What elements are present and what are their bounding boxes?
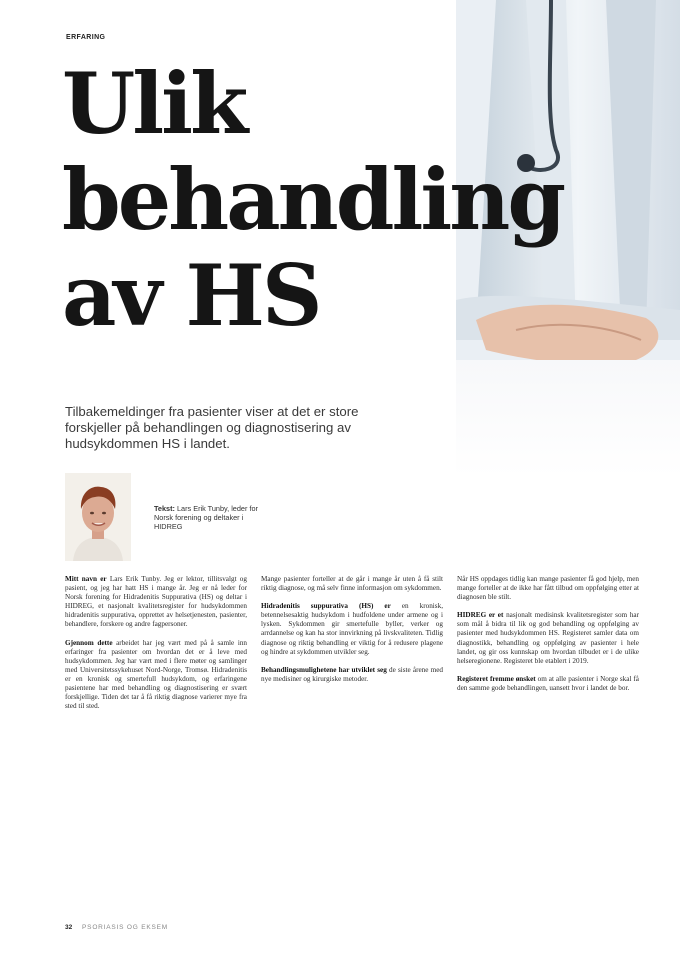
- byline: [154, 504, 264, 532]
- page-number: 32: [65, 924, 73, 931]
- article-body: [65, 575, 639, 895]
- author-portrait: [65, 473, 131, 561]
- paragraph-text: de siste årene med nye medisiner og kirurgiske metoder.: [261, 665, 444, 683]
- paragraph-text: Mange pasienter forteller at de går i mange år uten å få stilt riktig diagnose, og må selv finne informasjon om sykdommen.: [261, 575, 443, 593]
- section-label: ERFARING: [66, 34, 106, 41]
- body-column-1: [65, 575, 247, 720]
- headline-line-1: Ulik: [62, 54, 246, 153]
- author-face-image: [65, 473, 131, 561]
- byline-text: Lars Erik Tunby, leder for Norsk forening og deltaker i HIDREG: [154, 504, 258, 532]
- paragraph-text: en kronisk, betennelsesaktig hudsykdom i hudfoldene under armene og i lysken. Sykdommen gir smertefulle byller, verker og arrdannelse og kan ha stor innvirkning på livskvaliteten. Tidlig diagnose og riktig behandling er viktig for å redusere plagene og hindre at sykdommen utvikler seg.: [261, 602, 443, 656]
- paragraph: [261, 666, 443, 684]
- paragraph: [261, 602, 443, 657]
- paragraph-lead: Gjennom dette: [65, 638, 113, 647]
- magazine-name: PSORIASIS OG EKSEM: [82, 924, 168, 931]
- paragraph-lead: Registeret fremme ønsket: [457, 674, 536, 683]
- body-column-2: [261, 575, 443, 693]
- paragraph: [457, 575, 639, 602]
- paragraph-text: om at alle pasienter i Norge skal få den samme gode behandlingen, uansett hvor i landet de bor.: [457, 674, 639, 692]
- headline-line-2: behandling: [62, 150, 564, 249]
- paragraph: [261, 575, 443, 593]
- paragraph-text: nasjonalt medisinsk kvalitetsregister som har som mål å bidra til lik og god behandling og oppfølging av pasienter med hudsykdommen HS. Registeret samler data om diagnostikk, behandling og oppfølging av pasienter i hele landet, og gir oss kunnskap om hvordan tilbudet er i de ulike helseregionene. Registeret ble etablert i 2019.: [457, 611, 639, 665]
- paragraph-lead: Mitt navn er: [65, 575, 107, 583]
- paragraph-text: Lars Erik Tunby. Jeg er lektor, tillitsvalgt og pasient, og jeg har hatt HS i mange år. Jeg er nå leder for Norsk forening for Hidradenitis Suppurativa (HS) og deltar i HIDREG, et nasjonalt kvalitetsregister for hudsykdommen hidradenitis suppurativa, opprettet av helsetjenesten, pasienter, behandlere, forskere og andre fagpersoner.: [65, 575, 247, 629]
- paragraph: [457, 675, 639, 693]
- headline: [62, 56, 622, 344]
- paragraph: [65, 639, 247, 712]
- paragraph-lead: Hidradenitis suppurativa (HS) er: [261, 602, 391, 611]
- lead-paragraph: Tilbakemeldinger fra pasienter viser at det er store forskjeller på behandlingen og diagnostisering av hudsykdommen HS i landet.: [65, 404, 359, 451]
- paragraph-lead: Behandlingsmulighetene har utviklet seg: [261, 665, 387, 674]
- paragraph-lead: HIDREG er et: [457, 611, 504, 620]
- paragraph: [457, 611, 639, 666]
- body-column-3: [457, 575, 639, 702]
- paragraph-text: arbeidet har jeg vært med på å samle inn erfaringer fra pasienter om hvordan det er å leve med hudsykdommen. Jeg har vært med i flere møter og samlinger med Universitetssykehuset Nord-Norge, Tromsø. Hidradenitis er en kronisk og smertefull hudsykdom, og erfaringene pasientene har med behandling og diagnostisering er svært forskjellige. Tiden det tar å få riktig diagnose varierer mye fra sted til sted.: [65, 638, 248, 711]
- paragraph: [65, 575, 247, 630]
- paragraph-text: Når HS oppdages tidlig kan mange pasienter få god hjelp, men mange forteller at de ikke har fått tilbud om oppfølging etter at diagnosen ble stilt.: [457, 575, 639, 602]
- byline-label: Tekst:: [154, 504, 175, 513]
- page-footer: [65, 924, 168, 931]
- headline-line-3: av HS: [62, 246, 320, 345]
